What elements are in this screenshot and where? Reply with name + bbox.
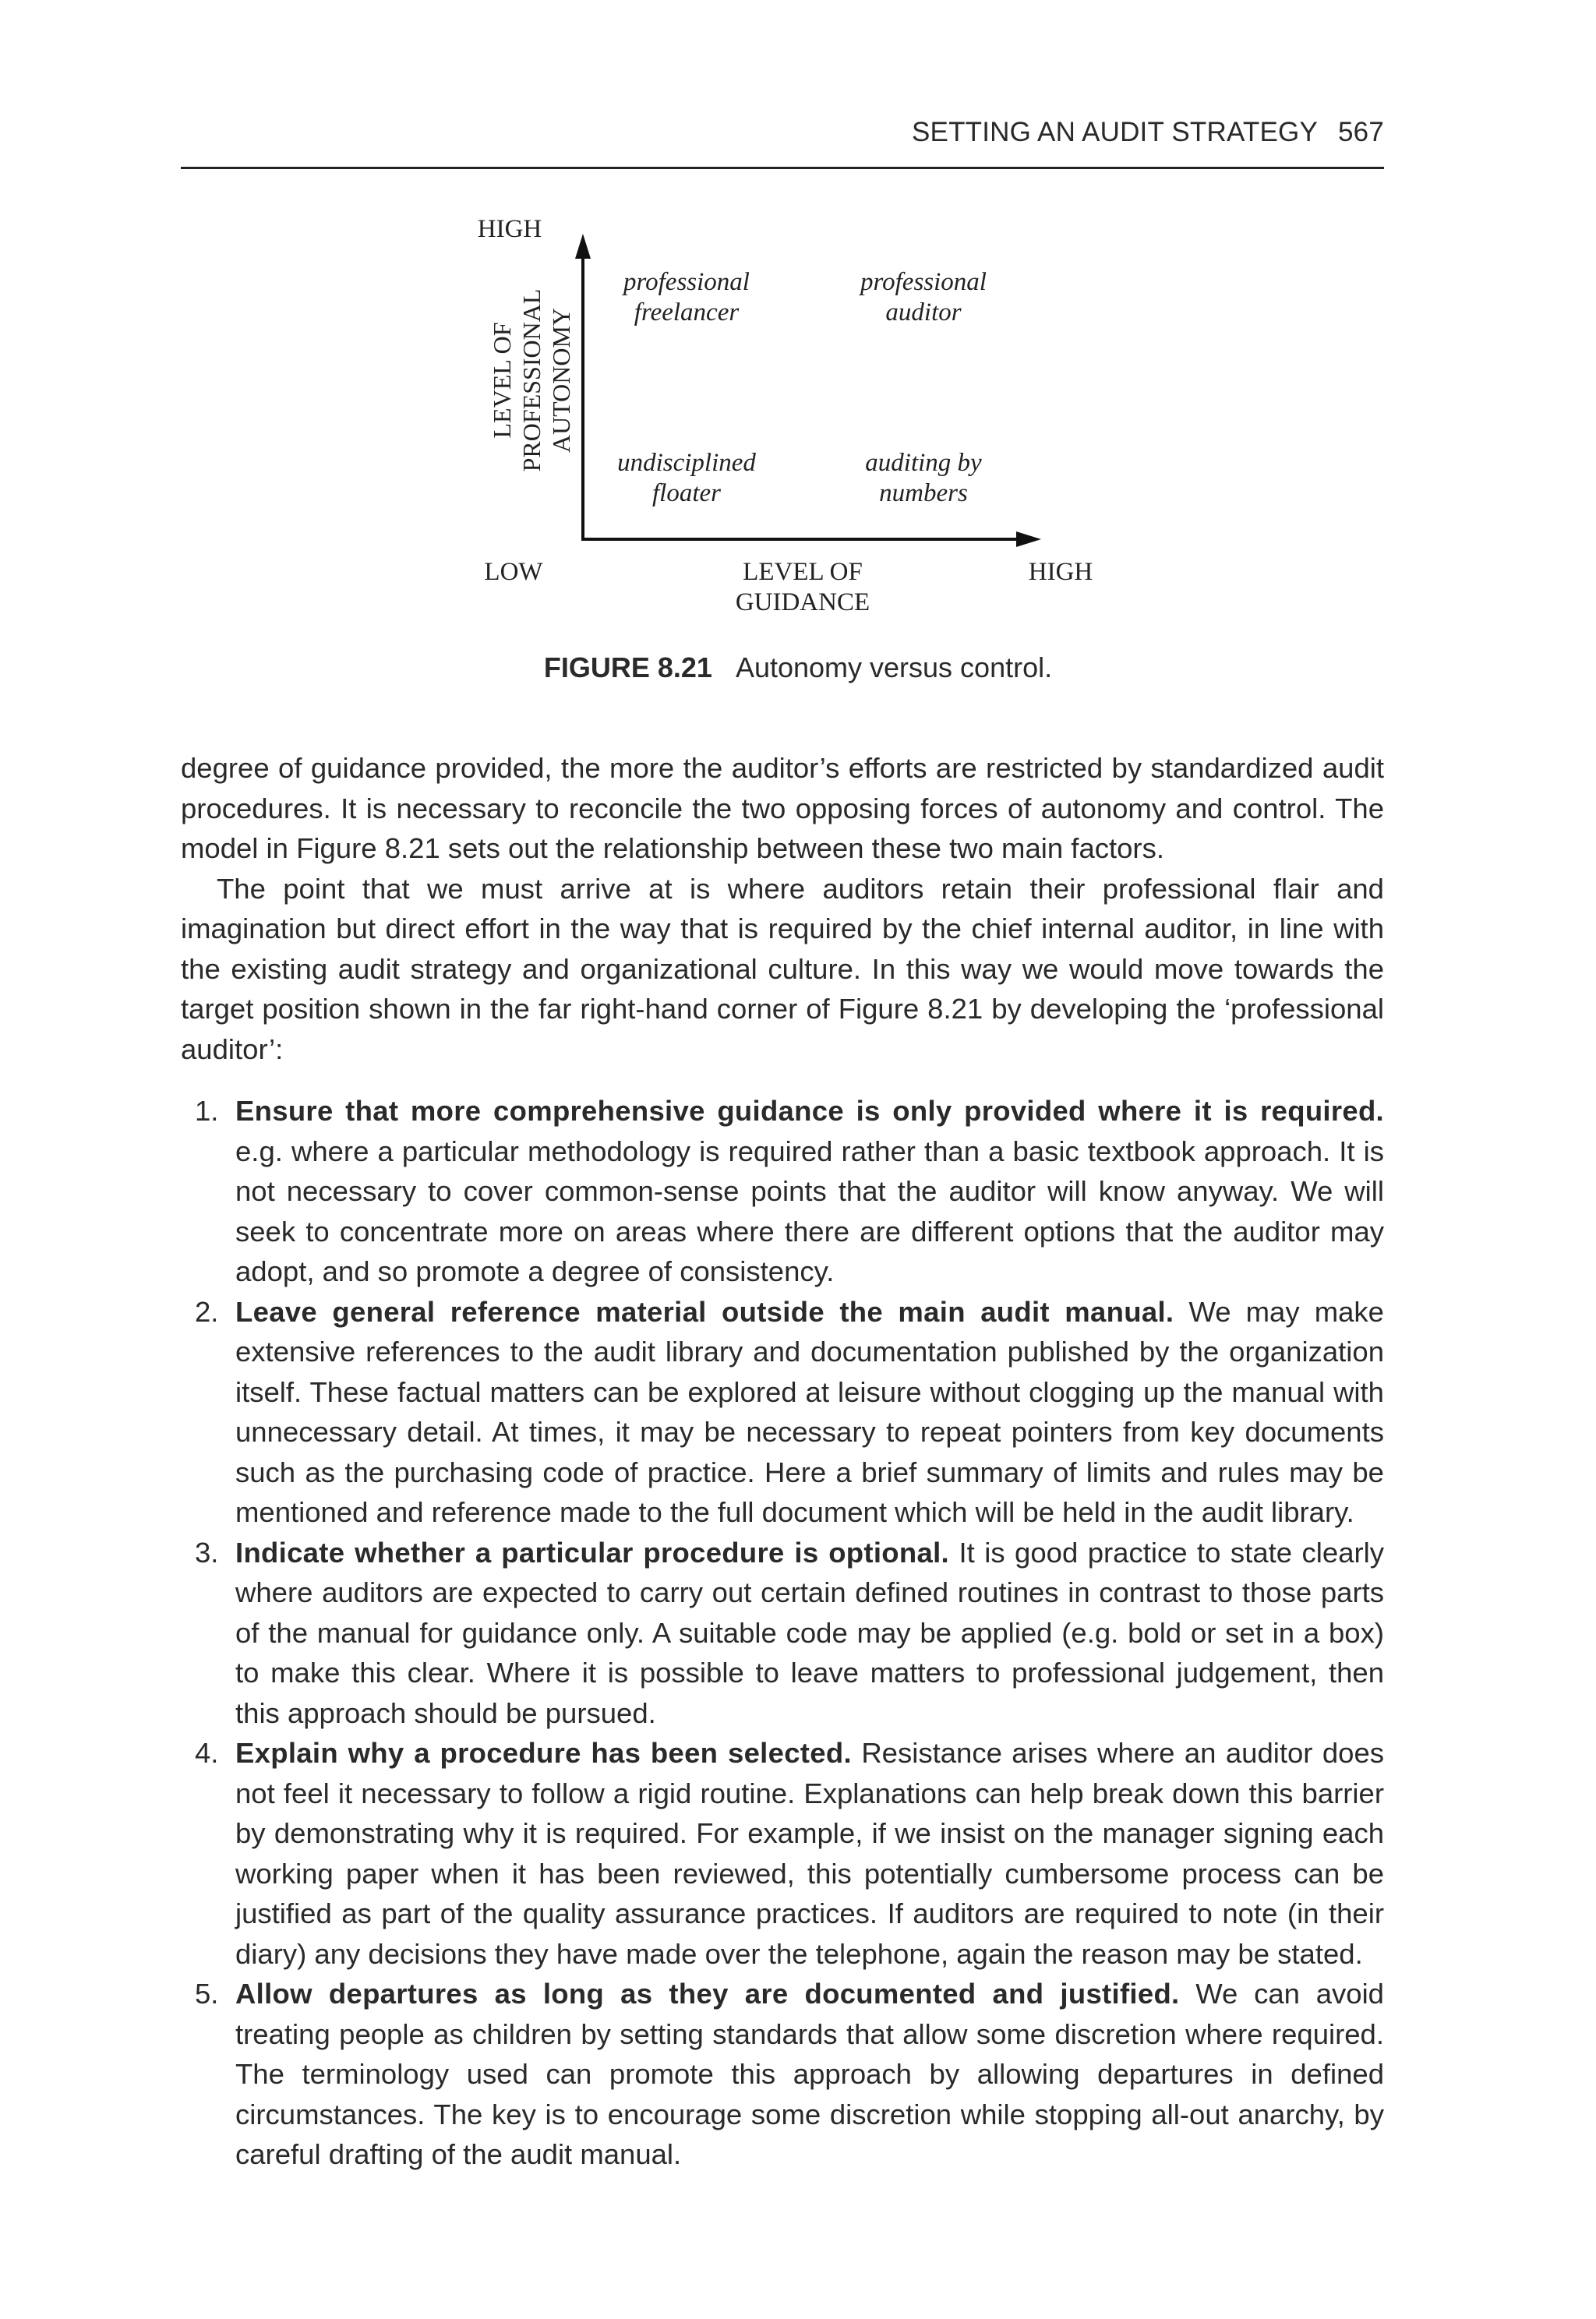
list-item xyxy=(181,1533,1384,1734)
list-item xyxy=(181,1974,1384,2175)
y-axis-arrowhead xyxy=(575,234,591,259)
quadrant-bottom-right-line1: auditing by xyxy=(865,449,982,477)
running-header xyxy=(181,117,1384,148)
list-item-text: Resistance arises where an auditor does not feel it necessary to follow a rigid routine. Explanations can help break down this barrier by demonstrating why it is required. For example, if we insist on the manager signing each working paper when it has been reviewed, this potentially cumbersome process can be justified as part of the quality assurance practices. If auditors are required to note (in their diary) any decisions they have made over the telephone, again the reason may be stated. xyxy=(235,1737,1384,1970)
list-item-text: We can avoid treating people as children by setting standards that allow some discretion where required. The terminology used can promote this approach by allowing departures in defined circumstances. The key is to encourage some discretion while stopping all-out anarchy, by careful drafting of the audit manual. xyxy=(235,1978,1384,2170)
list-item-number: 2. xyxy=(195,1295,219,1328)
y-axis-title-line1: LEVEL OF xyxy=(488,322,516,439)
list-item-lead: Explain why a procedure has been selected. xyxy=(235,1737,852,1769)
page-number: 567 xyxy=(1338,117,1384,147)
x-axis-low-label: LOW xyxy=(484,558,543,586)
x-axis-high-label: HIGH xyxy=(1028,558,1093,586)
list-item xyxy=(181,1733,1384,1974)
list-item-text: It is good practice to state clearly where auditors are expected to carry out certain defined routines in contrast to those parts of the manual for guidance only. A suitable code may be applied (e.g. bold or set in a box) to make this clear. Where it is possible to leave matters to professional judgement, then this approach should be pursued. xyxy=(235,1536,1385,1729)
header-rule xyxy=(181,167,1384,169)
figure-caption-text: Autonomy versus control. xyxy=(735,651,1053,683)
quadrant-top-left-line1: professional xyxy=(623,268,750,296)
list-item-number: 5. xyxy=(195,1978,219,2010)
list-item-text: e.g. where a particular methodology is required rather than a basic textbook approach. It is not necessary to cover common-sense points that the auditor will know anyway. We will seek to concentrate more on areas where there are different options that the auditor may adopt, and so promote a degree of consistency. xyxy=(235,1135,1384,1287)
list-item-lead: Allow departures as long as they are documented and justified. xyxy=(235,1978,1180,2010)
list-item-number: 4. xyxy=(195,1737,219,1769)
quadrant-bottom-left-line2: floater xyxy=(652,479,721,507)
body-text xyxy=(181,748,1384,2175)
figure-caption xyxy=(0,651,1596,684)
quadrant-top-left-line2: freelancer xyxy=(634,298,740,326)
quadrant-top-right-line1: professional xyxy=(860,268,987,296)
y-axis-title-line3: AUTONOMY xyxy=(547,307,575,454)
paragraph: The point that we must arrive at is where auditors retain their professional flair and imagination but direct effort in the way that is required by the chief internal auditor, in line with the existing audit strategy and organizational culture. In this way we would move towards the target position shown in the far right-hand corner of Figure 8.21 by developing the ‘professional auditor’: xyxy=(181,872,1384,1065)
x-axis-arrowhead xyxy=(1016,531,1041,547)
numbered-list xyxy=(181,1091,1384,2175)
list-item-lead: Leave general reference material outside the main audit manual. xyxy=(235,1295,1174,1328)
list-item xyxy=(181,1091,1384,1292)
y-axis-high-label: HIGH xyxy=(477,215,542,243)
figure-caption-label: FIGURE 8.21 xyxy=(543,651,712,683)
y-axis-title-line2: PROFESSIONAL xyxy=(517,288,546,472)
quadrant-bottom-right-line2: numbers xyxy=(879,479,968,507)
header-title: SETTING AN AUDIT STRATEGY xyxy=(911,117,1318,147)
list-item-number: 1. xyxy=(195,1095,219,1127)
x-axis-title-line1: LEVEL OF xyxy=(743,558,863,586)
list-item-lead: Ensure that more comprehensive guidance is only provided where it is required. xyxy=(235,1095,1384,1127)
list-item-number: 3. xyxy=(195,1536,219,1569)
list-item-text: We may make extensive references to the audit library and documentation published by the organization itself. These factual matters can be explored at leisure without clogging up the manual with unnecessary detail. At times, it may be necessary to repeat pointers from key documents such as the purchasing code of practice. Here a brief summary of limits and rules may be mentioned and reference made to the full document which will be held in the audit library. xyxy=(235,1295,1384,1528)
paragraph: degree of guidance provided, the more the auditor’s efforts are restricted by standardized audit procedures. It is necessary to reconcile the two opposing forces of autonomy and control. The model in Figure 8.21 sets out the relationship between these two main factors. xyxy=(181,752,1384,864)
x-axis-title-line2: GUIDANCE xyxy=(735,588,870,616)
list-item xyxy=(181,1292,1384,1533)
quadrant-bottom-left-line1: undisciplined xyxy=(617,449,756,477)
list-item-lead: Indicate whether a particular procedure is optional. xyxy=(235,1536,949,1569)
quadrant-top-right-line2: auditor xyxy=(885,298,962,326)
autonomy-guidance-diagram xyxy=(436,203,1138,639)
